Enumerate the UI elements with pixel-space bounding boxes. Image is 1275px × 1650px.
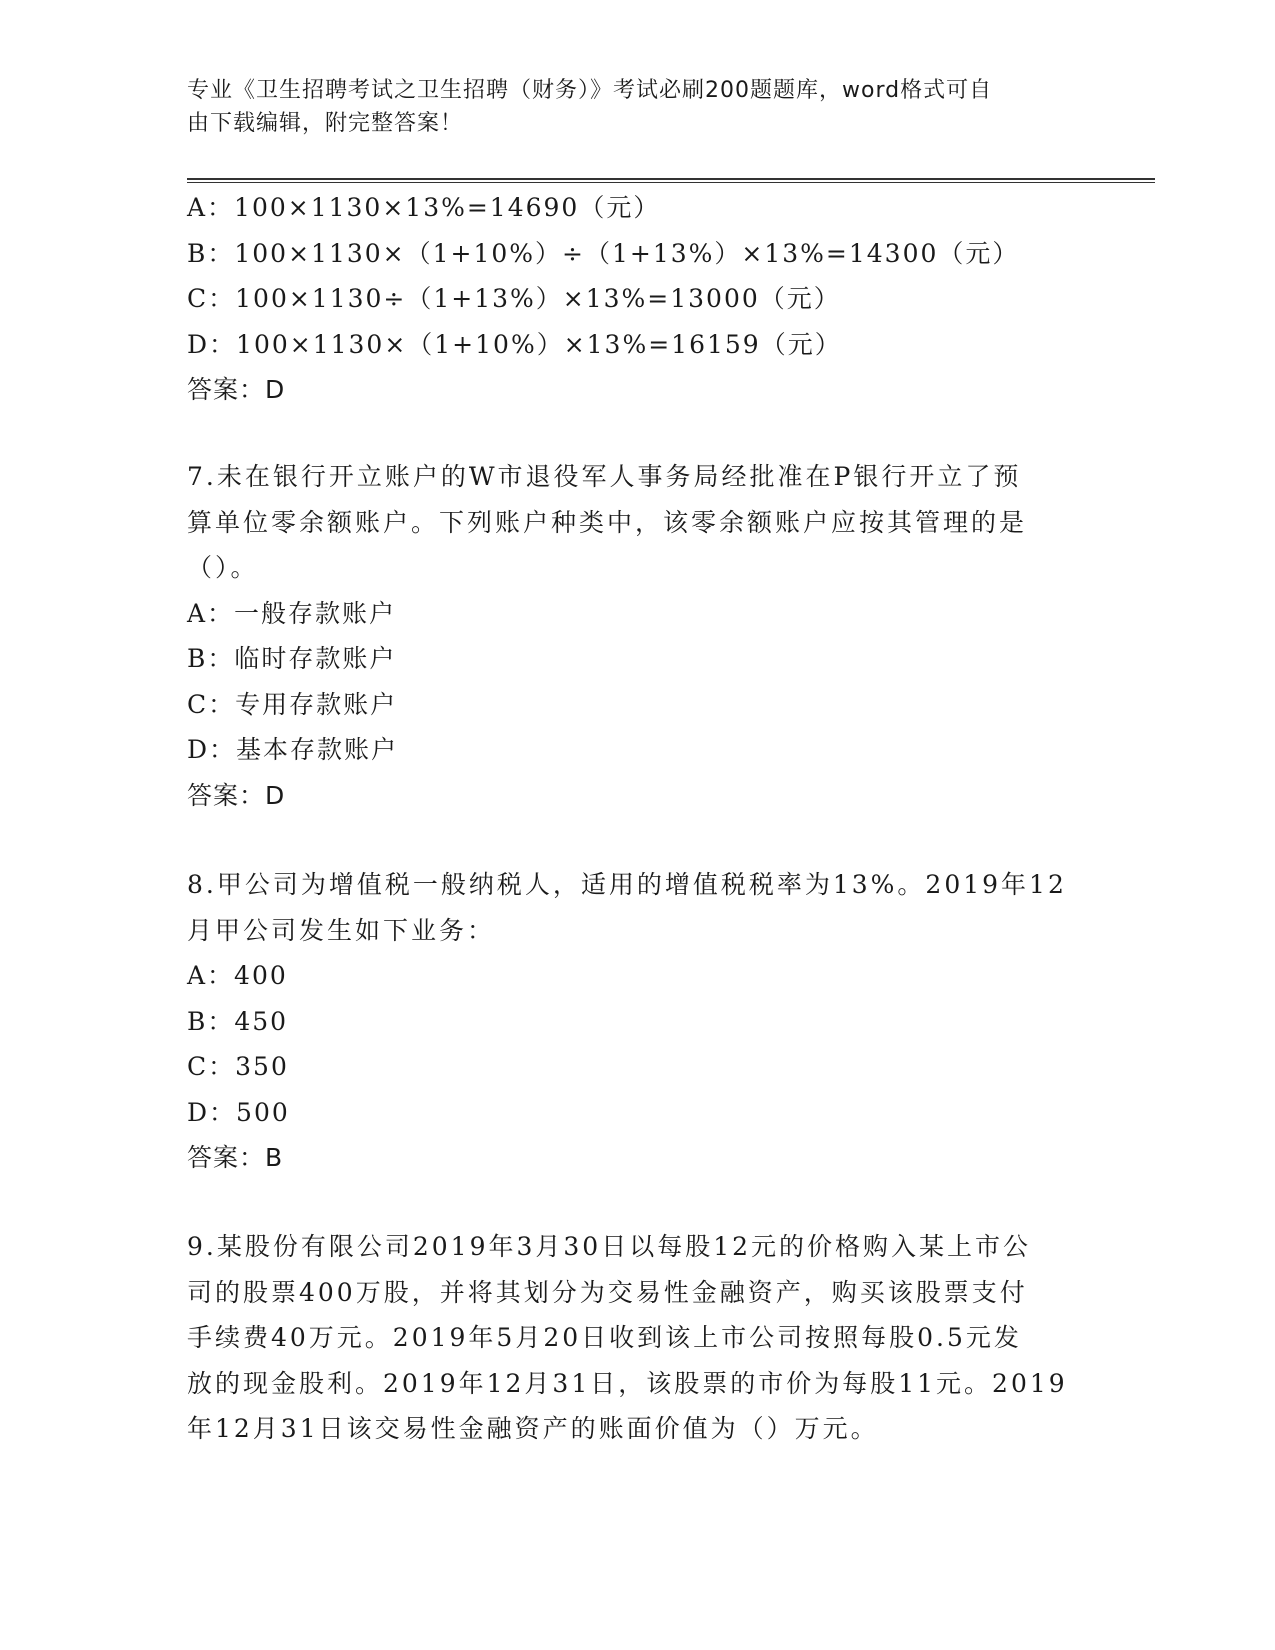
stem-line: 8.甲公司为增值税一般纳税人，适用的增值税税率为13%。2019年12 xyxy=(187,870,1067,899)
stem-line: 9.某股份有限公司2019年3月30日以每股12元的价格购入某上市公 xyxy=(187,1232,1032,1261)
answer-line: 答案：B xyxy=(187,1143,284,1172)
stem-line: 手续费40万元。2019年5月20日收到该上市公司按照每股0.5元发 xyxy=(187,1323,1022,1352)
stem-line: 算单位零余额账户。下列账户种类中，该零余额账户应按其管理的是 xyxy=(187,507,1028,537)
option-a: A：一般存款账户 xyxy=(187,598,397,628)
option-c: C：专用存款账户 xyxy=(187,689,398,719)
option-d: D：基本存款账户 xyxy=(187,735,399,764)
answer-line: 答案：D xyxy=(187,375,286,404)
header-divider-thin xyxy=(187,182,1155,183)
question-stem xyxy=(187,454,1087,591)
stem-line: 放的现金股利。2019年12月31日，该股票的市价为每股11元。2019 xyxy=(187,1368,1068,1398)
question-stem xyxy=(187,862,1087,953)
header-divider xyxy=(187,178,1155,180)
question-7 xyxy=(187,454,1087,818)
option-a: A：100×1130×13%=14690（元） xyxy=(187,193,661,222)
header-line-1: 专业《卫生招聘考试之卫生招聘（财务）》考试必刷200题题库，word格式可自 xyxy=(187,78,993,103)
document-header xyxy=(187,74,1077,140)
option-c: C：350 xyxy=(187,1052,289,1081)
stem-line: 月甲公司发生如下业务： xyxy=(187,915,496,945)
option-c: C：100×1130÷（1+13%）×13%=13000（元） xyxy=(187,284,841,313)
option-d: D：500 xyxy=(187,1097,290,1127)
answer-line: 答案：D xyxy=(187,780,286,810)
question-stem xyxy=(187,1224,1087,1452)
question-6 xyxy=(187,185,1087,413)
option-b: B：450 xyxy=(187,1006,289,1036)
question-9 xyxy=(187,1224,1087,1452)
stem-line: （）。 xyxy=(187,553,259,582)
stem-line: 司的股票400万股，并将其划分为交易性金融资产，购买该股票支付 xyxy=(187,1277,1028,1307)
question-8 xyxy=(187,862,1087,1181)
header-line-2: 由下载编辑，附完整答案！ xyxy=(187,111,464,136)
option-b: B：临时存款账户 xyxy=(187,644,397,673)
option-a: A：400 xyxy=(187,961,288,990)
option-b: B：100×1130×（1+10%）÷（1+13%）×13%=14300（元） xyxy=(187,238,1020,268)
option-d: D：100×1130×（1+10%）×13%=16159（元） xyxy=(187,329,842,359)
stem-line: 年12月31日该交易性金融资产的账面价值为（）万元。 xyxy=(187,1414,879,1443)
stem-line: 7.未在银行开立账户的W市退役军人事务局经批准在P银行开立了预 xyxy=(187,462,1022,491)
